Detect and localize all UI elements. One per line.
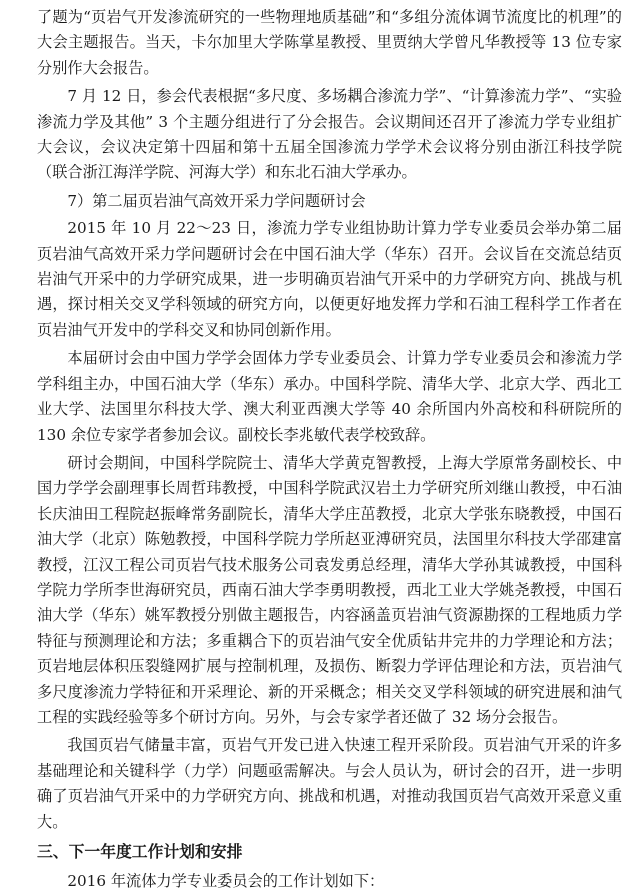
paragraph-plan-intro: 2016 年流体力学专业委员会的工作计划如下： [67,872,385,890]
paragraph-significance: 我国页岩气储量丰富，页岩气开发已进入快速工程开采阶段。页岩油气开采的许多基础理论和关键科学（力学）问题亟需解决。与会人员认为，研讨会的召开，进一步明确了页岩油气开采中的力学研究方向、挑战和机遇，对推动我国页岩气高效开采意义重大。 [37,736,622,831]
paragraph-organizers: 本届研讨会由中国力学学会固体力学专业委员会、计算力学专业委员会和渗流力学学科组主办，中国石油大学（华东）承办。中国科学院、清华大学、北京大学、西北工业大学、法国里尔科技大学、澳大利亚西澳大学等 40 余所国内外高校和科研院所的 130 余位专家学者参加会议。副校长李兆敏代表学校致辞。 [37,349,622,444]
section-subheading-shale-workshop: 7）第二届页岩油气高效开采力学问题研讨会 [67,191,366,210]
section-heading-next-year-plan: 三、下一年度工作计划和安排 [37,842,243,861]
paragraph-keynote-speakers: 研讨会期间，中国科学院院士、清华大学黄克智教授，上海大学原常务副校长、中国力学学会副理事长周哲玮教授，中国科学院武汉岩土力学研究所刘继山教授，中石油长庆油田工程院赵振峰常务副院长，清华大学庄茁教授，北京大学张东晓教授，中国石油大学（北京）陈勉教授，中国科学院力学所赵亚溥研究员，法国里尔科技大学邵建富教授，江汉工程公司页岩气技术服务公司袁发勇总经理，清华大学孙其诚教授，中国科学院力学所李世海研究员，西南石油大学李勇明教授，西北工业大学姚尧教授，中国石油大学（华东）姚军教授分别做主题报告，内容涵盖页岩油气资源勘探的工程地质力学特征与预测理论和方法；多重耦合下的页岩油气安全优质钻井完井的力学理论和方法；页岩地层体积压裂缝网扩展与控制机理，及损伤、断裂力学评估理论和方法，页岩油气多尺度渗流力学特征和开采理论、新的开采概念；相关交叉学科领域的研究进展和油气工程的实践经验等多个研讨方向。另外，与会专家学者还做了 32 场分会报告。 [37,453,622,726]
paragraph-sessions: 7 月 12 日，参会代表根据“多尺度、多场耦合渗流力学”、“计算渗流力学”、“实验渗流力学及其他” 3 个主题分组进行了分会报告。会议期间还召开了渗流力学专业组扩大会议，会议决定第十四届和第十五届全国渗流力学学术会议将分别由浙江科技学院（联合浙江海洋学院、河海大学）和东北石油大学承办。 [37,87,622,182]
paragraph-conference-keynote: 了题为“页岩气开发渗流研究的一些物理地质基础”和“多组分流体调节流度比的机理”的大会主题报告。当天，卡尔加里大学陈掌星教授、里贾纳大学曾凡华教授等 13 位专家分别作大会报告。 [37,8,622,77]
paragraph-workshop-overview: 2015 年 10 月 22～23 日，渗流力学专业组协助计算力学专业委员会举办第二届页岩油气高效开采力学问题研讨会在中国石油大学（华东）召开。会议旨在交流总结页岩油气开采中的力学研究成果，进一步明确页岩油气开采中的力学研究方向、挑战与机遇，探讨相关交叉学科领域的研究方向，以便更好地发挥力学和石油工程科学工作者在页岩油气开发中的学科交叉和协同创新作用。 [37,219,622,339]
